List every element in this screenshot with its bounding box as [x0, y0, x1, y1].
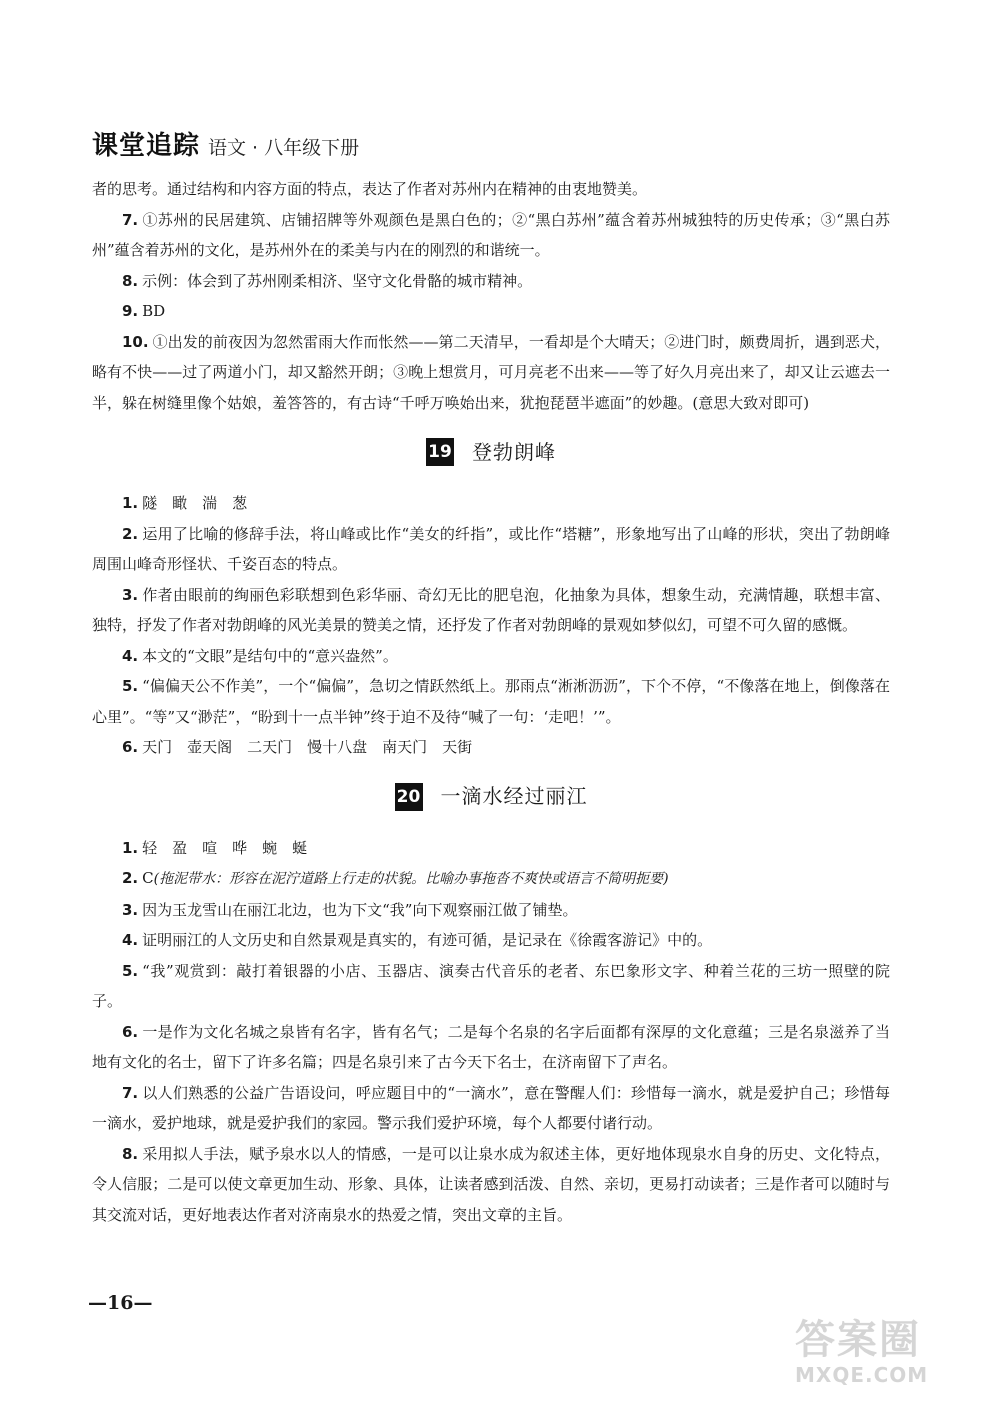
- answer-item: [92, 1017, 890, 1078]
- watermark-logo: [795, 1308, 970, 1388]
- subject-label: 语文 · 八年级下册: [208, 137, 360, 159]
- answer-item: [92, 641, 890, 672]
- section-heading-20: [92, 779, 890, 815]
- section-number-badge: 19: [426, 438, 454, 466]
- item-text: 天门 壶天阁 二天门 慢十八盘 南天门 天街: [142, 738, 473, 756]
- item-number: 6.: [122, 1022, 139, 1041]
- item-text: 运用了比喻的修辞手法，将山峰或比作“美女的纤指”，或比作“塔糖”，形象地写出了山峰的形状，突出了勃朗峰周围山峰奇形怪状、千姿百态的特点。: [92, 524, 890, 573]
- answer-item: [92, 925, 890, 956]
- answer-item: [92, 327, 890, 419]
- answer-item: [92, 956, 890, 1017]
- item-text: ①苏州的民居建筑、店铺招牌等外观颜色是黑白色的；②“黑白苏州”蕴含着苏州城独特的历史传承；③“黑白苏州”蕴含着苏州的文化，是苏州外在的柔美与内在的刚烈的和谐统一。: [92, 210, 890, 259]
- answer-item: [92, 863, 890, 895]
- item-text: “偏偏天公不作美”，一个“偏偏”，急切之情跃然纸上。那雨点“淅淅沥沥”，下个不停，“不像落在地上，倒像落在心里”。“等”又“渺茫”，“盼到十一点半钟”终于迫不及待“喊了一句：‘走吧！’”。: [92, 677, 890, 726]
- section-number-badge: 20: [395, 783, 423, 811]
- item-number: 8.: [122, 271, 139, 290]
- item-number: 2.: [122, 524, 139, 543]
- section-heading-19: [92, 434, 890, 470]
- answer-item: [92, 1139, 890, 1231]
- item-number: 5.: [122, 677, 139, 695]
- answer-item: [92, 732, 890, 763]
- item-text: 轻 盈 喧 哗 蜿 蜒: [142, 838, 308, 857]
- item-number: 9.: [122, 302, 139, 320]
- item-text: BD: [142, 302, 166, 320]
- item-number: 6.: [122, 738, 139, 756]
- item-number: 4.: [122, 646, 139, 665]
- item-number: 1.: [122, 838, 139, 857]
- section-title: 一滴水经过丽江: [440, 784, 588, 809]
- item-number: 1.: [122, 494, 139, 512]
- item-text: “我”观赏到：敲打着银器的小店、玉器店、演奏古代音乐的老者、东巴象形文字、种着兰花的三坊一照壁的院子。: [92, 961, 890, 1010]
- item-text: 证明丽江的人文历史和自然景观是真实的，有迹可循，是记录在《徐霞客游记》中的。: [142, 931, 713, 949]
- item-number: 2.: [122, 869, 139, 887]
- item-text: 示例：体会到了苏州刚柔相济、坚守文化骨骼的城市精神。: [142, 271, 533, 290]
- item-text: 因为玉龙雪山在丽江北边，也为下文“我”向下观察丽江做了铺垫。: [142, 900, 578, 919]
- item-text: 本文的“文眼”是结句中的“意兴盎然”。: [142, 646, 398, 665]
- answer-item: [92, 488, 890, 519]
- page-number: —16—: [88, 1292, 153, 1314]
- item-note: (拖泥带水：形容在泥泞道路上行走的状貌。比喻办事拖沓不爽快或语言不简明扼要): [153, 871, 669, 887]
- item-text: ①出发的前夜因为忽然雷雨大作而怅然——第二天清早，一看却是个大晴天；②进门时，颇费周折，遇到恶犬，略有不快——过了两道小门，却又豁然开朗；③晚上想赏月，可月亮老不出来——等了好久月亮出来了，却又让云遮去一半，躲在树缝里像个姑娘，羞答答的，有古诗“千呼万唤始出来，犹抱琵琶半遮面”的妙趣。(意思大致对即可): [92, 332, 890, 412]
- watermark-url: MXQE.COM: [795, 1363, 929, 1387]
- answer-item: [92, 580, 890, 641]
- answer-item: [92, 1078, 890, 1139]
- item-text: 采用拟人手法，赋予泉水以人的情感，一是可以让泉水成为叙述主体，更好地体现泉水自身的历史、文化特点，令人信服；二是可以使文章更加生动、形象、具体，让读者感到活泼、自然、亲切，更易打动读者；三是作者可以随时与其交流对话，更好地表达作者对济南泉水的热爱之情，突出文章的主旨。: [92, 1144, 890, 1224]
- answer-item: [92, 833, 890, 864]
- item-number: 8.: [122, 1144, 139, 1163]
- item-number: 10.: [122, 332, 149, 351]
- item-number: 7.: [122, 1083, 139, 1102]
- section-title: 登勃朗峰: [472, 439, 556, 464]
- item-text: 一是作为文化名城之泉皆有名字，皆有名气；二是每个名泉的名字后面都有深厚的文化意蕴；三是名泉滋养了当地有文化的名士，留下了许多名篇；四是名泉引来了古今天下名士，在济南留下了声名。: [92, 1022, 890, 1071]
- item-text: 作者由眼前的绚丽色彩联想到色彩华丽、奇幻无比的肥皂泡，化抽象为具体，想象生动，充满情趣，联想丰富、独特，抒发了作者对勃朗峰的风光美景的赞美之情，还抒发了作者对勃朗峰的景观如梦似幻，可望不可久留的感慨。: [92, 585, 890, 634]
- item-text: C: [142, 869, 154, 887]
- series-brand: 课堂追踪: [92, 131, 201, 161]
- item-text: 以人们熟悉的公益广告语设问，呼应题目中的“一滴水”，意在警醒人们：珍惜每一滴水，就是爱护自己；珍惜每一滴水，爱护地球，就是爱护我们的家园。警示我们爱护环境，每个人都要付诸行动。: [92, 1083, 890, 1132]
- page-header: [92, 128, 359, 162]
- item-text: 隧 瞰 湍 葱: [142, 494, 248, 512]
- answer-item: [92, 205, 890, 266]
- answer-item: [92, 296, 890, 327]
- answer-item: [92, 519, 890, 580]
- watermark-logo-text: 答案圈: [795, 1317, 921, 1363]
- answer-item: [92, 895, 890, 926]
- item-number: 7.: [122, 210, 139, 229]
- item-number: 3.: [122, 585, 139, 604]
- item-number: 4.: [122, 931, 139, 949]
- answer-item: [92, 671, 890, 732]
- continuation-text: 者的思考。通过结构和内容方面的特点，表达了作者对苏州内在精神的由衷地赞美。: [92, 180, 648, 198]
- item-number: 5.: [122, 961, 139, 980]
- answer-content: [92, 174, 890, 1230]
- answer-item: [92, 266, 890, 297]
- item-number: 3.: [122, 900, 139, 919]
